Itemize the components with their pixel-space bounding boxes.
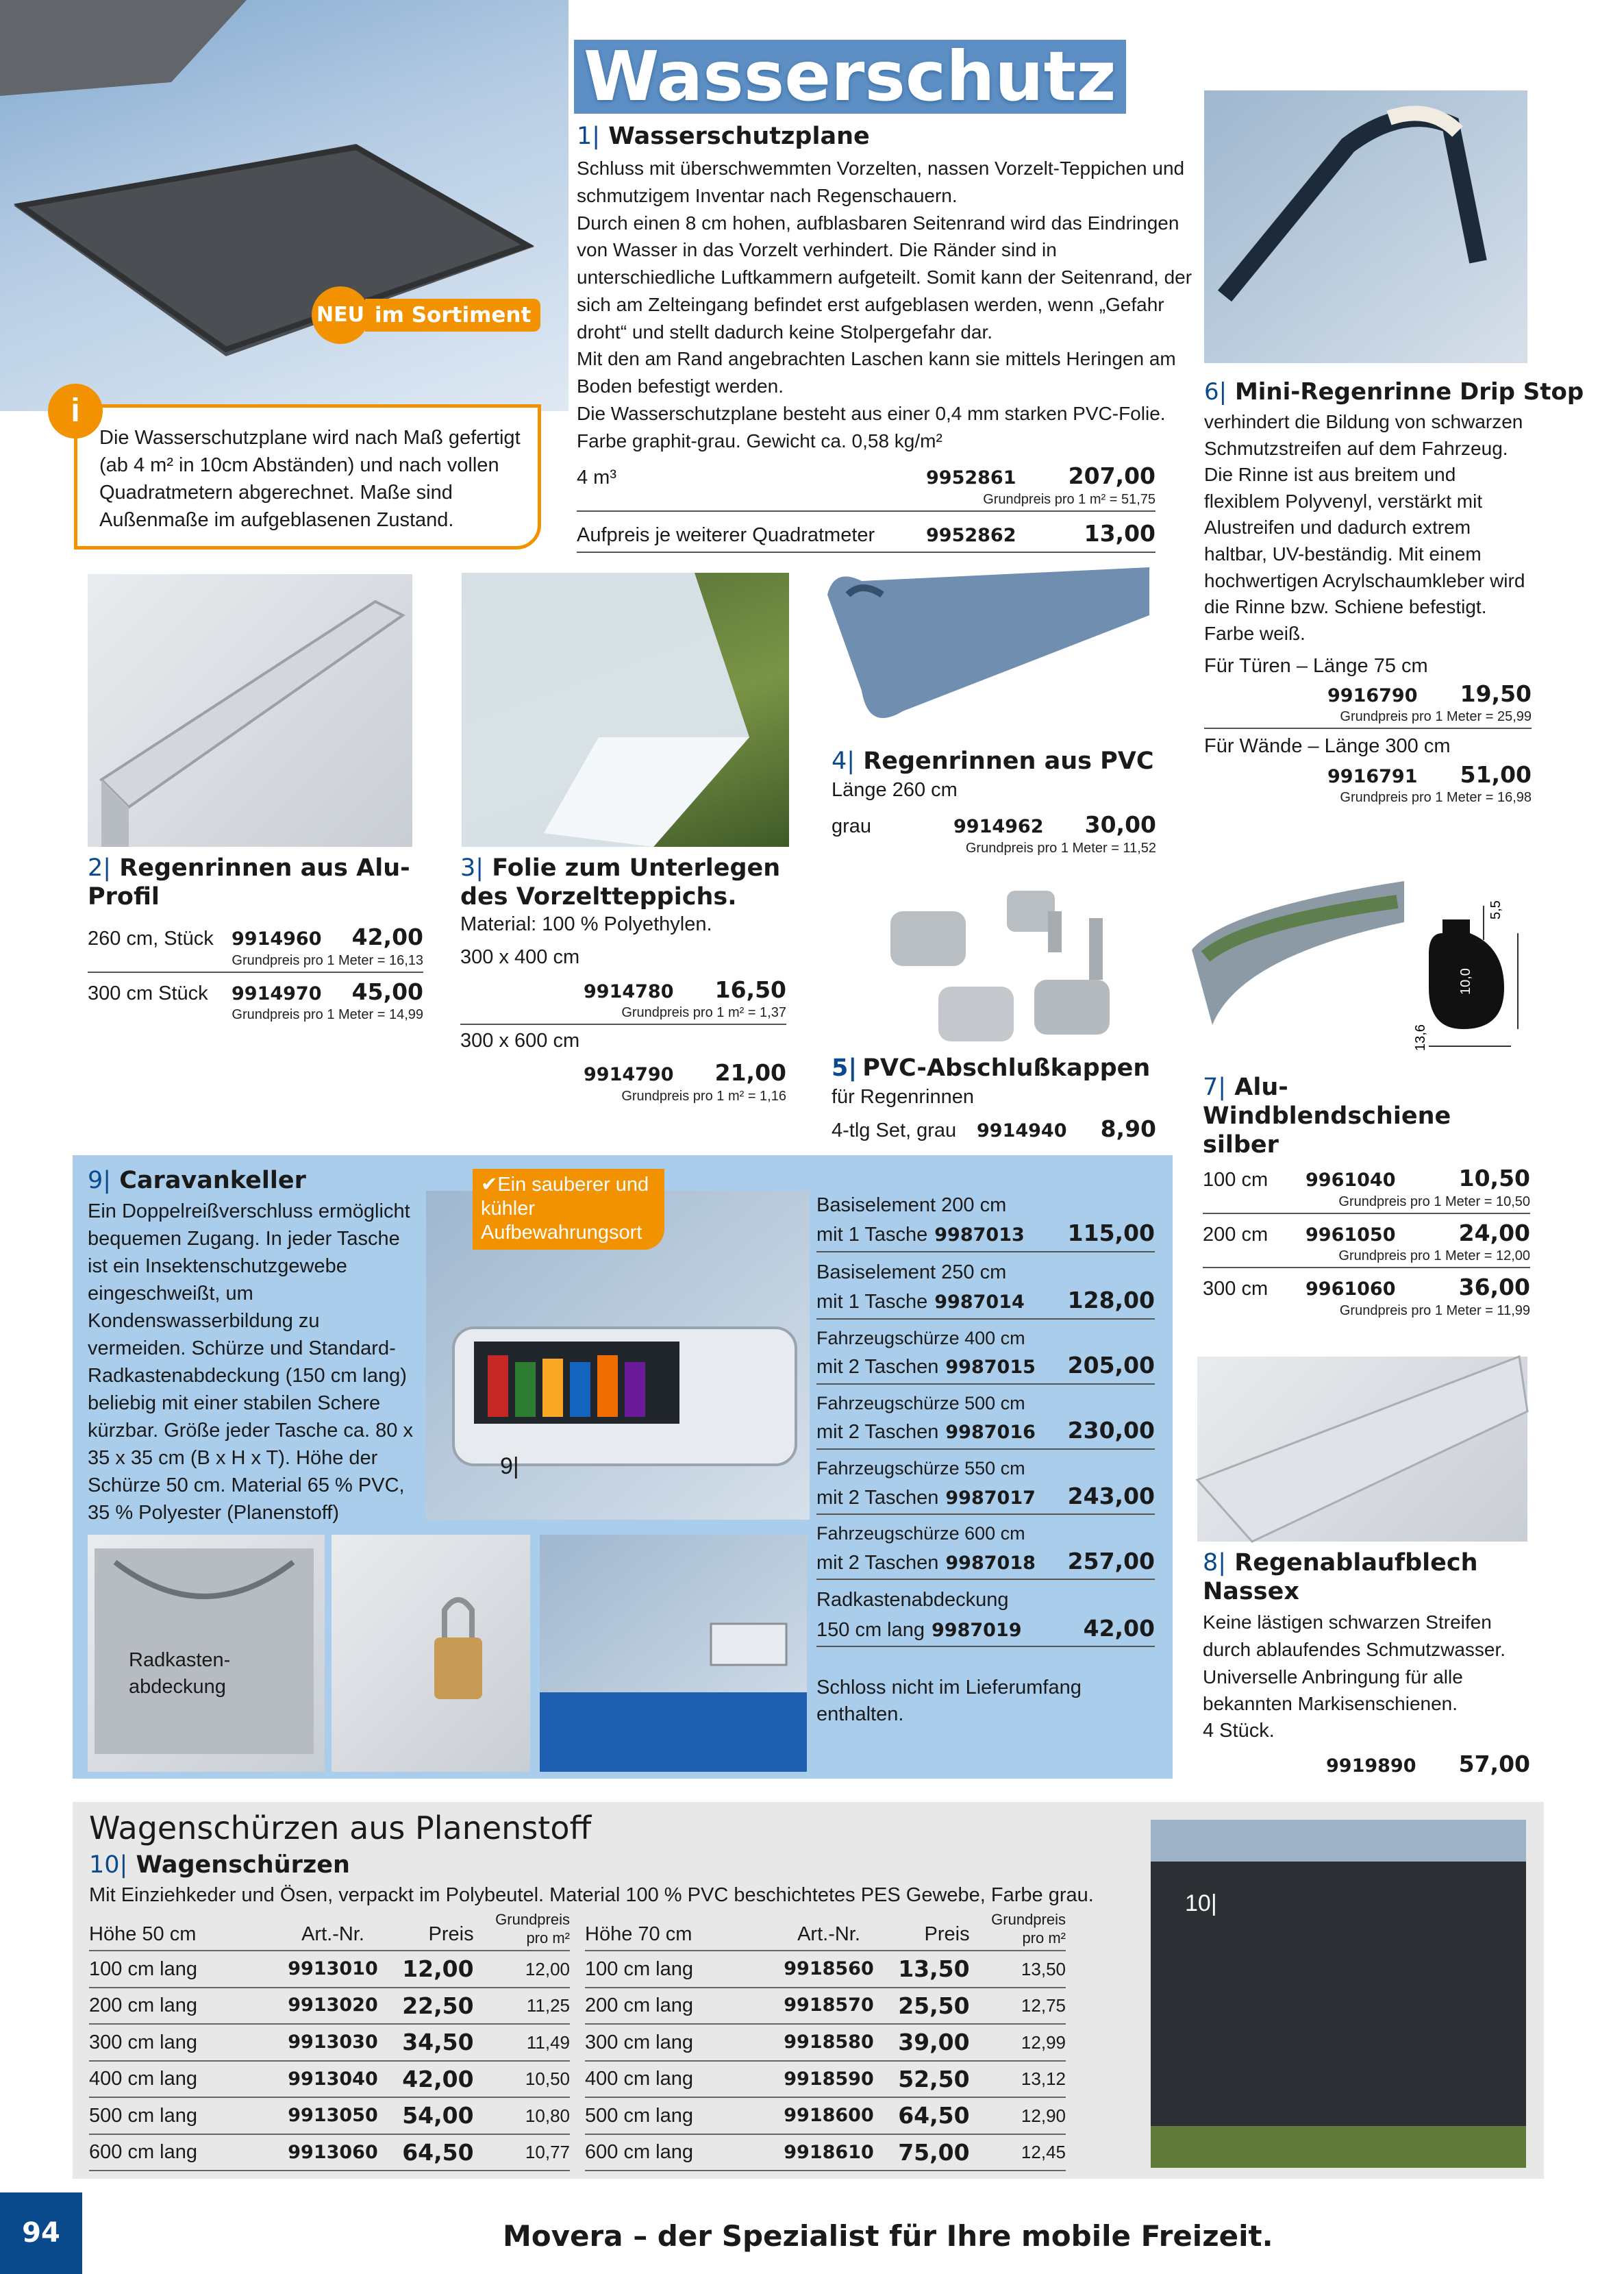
p2-row-2 [88,977,423,1007]
product-2 [88,854,423,1023]
p9-item-price: 115,00 [1067,1220,1155,1247]
p10-header-gp-b: pro m² [1022,1929,1066,1947]
p2-r1-gp: Grundpreis pro 1 Meter = 16,13 [88,952,423,973]
p9-item [816,1454,1155,1515]
p10-cell-gp: 11,49 [474,2024,570,2061]
p10-cell-art: 9913010 [275,1951,391,1988]
p10-cell-price: 42,00 [391,2061,473,2098]
p1-r1-art: 9952861 [926,467,1016,489]
p9-item-line1: Fahrzeugschürze 600 cm [816,1523,1025,1544]
p1-desc-4: Die Wasserschutzplane besteht aus einer 0,4 mm starken PVC-Folie. Farbe graphit-grau. Gewicht ca. 0,58 kg/m² [577,402,1166,452]
p9-item-art: 9987013 [934,1224,1025,1246]
page-number: 94 [0,2192,82,2274]
p10-cell-gp: 12,99 [970,2024,1066,2061]
p6-a2: 9916791 [1327,765,1418,787]
p2-r1-label: 260 cm, Stück [88,928,214,950]
p3-num: 3| [460,854,484,882]
product-10 [89,1807,1130,2171]
p7-photo [1185,867,1411,1046]
p10-cell-art: 9913020 [275,1988,391,2025]
p3-material: Material: 100 % Polyethylen. [460,913,712,935]
p10-cell-gp: 11,25 [474,1988,570,2025]
p5-caps-illustration [884,884,1130,1055]
p1-num: 1| [577,123,601,150]
p10-desc: Mit Einziehkeder und Ösen, verpackt im Polybeutel. Material 100 % PVC beschichtetes PES Gewebe, Farbe grau. [89,1883,1094,1906]
p1-row-1 [577,461,1155,491]
p7-num: 7| [1203,1074,1227,1101]
p8-sheet-illustration [1197,1357,1527,1542]
p6-row-2 [1204,760,1532,790]
p10-cell-length: 200 cm lang [585,1988,771,2025]
p9-note: Schloss nicht im Lieferumfang enthalten. [816,1677,1082,1726]
p7-row-price: 24,00 [1458,1219,1530,1246]
p10-cell-gp: 13,12 [970,2061,1066,2098]
p10-col-header: Höhe 70 cm [585,1911,771,1951]
p10-cell-gp: 10,80 [474,2097,570,2134]
p6-row-1 [1204,679,1532,709]
p10-col-header [970,1911,1066,1951]
p9-item [816,1519,1155,1580]
p3-name: Folie zum Unterlegen des Vorzeltteppichs. [460,854,781,911]
p7-profile-diagram [1415,892,1533,1056]
p2-r1-price: 42,00 [351,924,423,950]
p9-item-line2: mit 2 Taschen [816,1551,939,1574]
p6-desc: verhindert die Bildung von schwarzen Schmutzstreifen auf dem Fahrzeug. Die Rinne ist aus breitem und flexiblem Polyvenyl, verstärkt mit Alustreifen und dadurch extrem haltbar, UV-beständig. Mit einem hochwertigen Acrylschaumkleber wird die Rinne bzw. Schiene befestigt. Farbe weiß. [1204,410,1525,644]
p10-name: Wagenschürzen [136,1851,350,1879]
p7-row-price: 10,50 [1458,1165,1530,1191]
p10-cell-length: 100 cm lang [89,1951,275,1988]
p10-cell-art: 9918610 [771,2134,887,2171]
p10-cell-price: 75,00 [887,2134,969,2171]
p10-cell-price: 25,50 [887,1988,969,2025]
p10-cell-length: 100 cm lang [585,1951,771,1988]
p9-item-art: 9987018 [945,1552,1036,1574]
p10-cell-price: 39,00 [887,2024,969,2061]
p5-suffix: für Regenrinnen [832,1086,974,1109]
p10-photo [1151,1820,1526,2168]
p9-item [816,1257,1155,1320]
p1-r1-price: 207,00 [1068,462,1155,490]
p4-price: 30,00 [1084,811,1156,839]
p10-cell-gp: 10,77 [474,2134,570,2171]
p6-l1: Für Türen – Länge 75 cm [1204,654,1428,677]
p10-cell-price: 54,00 [391,2097,473,2134]
p8-desc: Keine lästigen schwarzen Streifen durch ablaufendes Schmutzwasser. Universelle Anbringung für alle bekannten Markisenschienen. [1203,1611,1506,1715]
p2-r2-label: 300 cm Stück [88,982,208,1004]
p10-header-gp-a: Grundpreis [495,1911,570,1929]
p10-cell-price: 52,50 [887,2061,969,2098]
p9-item-art: 9987017 [945,1487,1036,1509]
p10-table-row [585,2024,1066,2061]
p10-cell-price: 34,50 [391,2024,473,2061]
p10-table-row [585,1951,1066,1988]
p2-num: 2| [88,854,112,882]
p2-row-1 [88,922,423,952]
p7-row-label: 200 cm [1203,1223,1269,1246]
p4-pvc-illustration [821,554,1163,745]
p9-desc: Ein Doppelreißverschluss ermöglicht bequemen Zugang. In jeder Tasche ist ein Insektenschutzgewebe eingeschweißt, um Kondenswasserbildung zu vermeiden. Schürze und Standard-Radkastenabdeckung (150 cm lang) beliebig mit einer stabilen Schere kürzbar. Größe jeder Tasche ca. 80 x 35 x 35 cm (B x H x T). Höhe der Schürze 50 cm. Material 65 % PVC, 35 % Polyester (Planenstoff) [88,1200,413,1524]
p3-gp2: Grundpreis pro 1 m² = 1,16 [621,1088,786,1104]
p7-dim-1: 5,5 [1488,900,1503,919]
p5-price: 8,90 [1100,1115,1156,1143]
p10-col-header: Höhe 50 cm [89,1911,275,1951]
info-box [74,404,541,549]
p10-cell-gp: 12,45 [970,2134,1066,2171]
p10-cell-art: 9918570 [771,1988,887,2025]
p9-item-line1: Fahrzeugschürze 400 cm [816,1327,1025,1348]
p9-item-row [816,1614,1155,1644]
new-badge [312,286,540,344]
p9-item-line1: Basiselement 250 cm [816,1261,1007,1283]
p9-item-art: 9987019 [932,1619,1022,1641]
p10-cell-art: 9913030 [275,2024,391,2061]
p10-cell-art: 9918590 [771,2061,887,2098]
p10-table-row [89,1951,570,1988]
p10-col-header: Art.-Nr. [771,1911,887,1951]
p8-row [1203,1749,1530,1779]
p9-item-price: 257,00 [1067,1547,1155,1574]
p3-pr2: 21,00 [714,1059,786,1087]
p10-cell-length: 400 cm lang [585,2061,771,2098]
p3-pr1: 16,50 [714,976,786,1003]
p2-r2-gp: Grundpreis pro 1 Meter = 14,99 [232,1007,423,1023]
p10-table-row [585,2134,1066,2171]
p2-r1-art: 9914960 [232,928,322,950]
p10-cell-gp: 12,90 [970,2097,1066,2134]
p2-alu-illustration [88,574,412,847]
p7-dim-2: 10,0 [1458,968,1473,995]
product-4 [832,745,1156,856]
p3-s1: 300 x 400 cm [460,946,580,969]
p3-row-2 [460,1058,786,1088]
new-badge-label: im Sortiment [365,299,540,332]
p7-row-label: 300 cm [1203,1278,1269,1300]
p9-callout-text: Ein sauberer und kühler Aufbewahrungsort [481,1174,649,1244]
p1-desc-1: Schluss mit überschwemmten Vorzelten, nassen Vorzelt-Teppichen und schmutzigem Inventar nach Regenschauern. [577,158,1185,206]
p10-cell-length: 400 cm lang [89,2061,275,2098]
p10-header-gp-a: Grundpreis [991,1911,1066,1929]
p10-cell-price: 64,50 [391,2134,473,2171]
p5-num: 5| [832,1054,858,1082]
p10-cell-gp: 10,50 [474,2061,570,2098]
p9-item [816,1389,1155,1450]
p4-name: Regenrinnen aus PVC [863,747,1154,775]
p10-cell-length: 500 cm lang [89,2097,275,2134]
p3-gp1: Grundpreis pro 1 m² = 1,37 [460,1004,786,1025]
p3-a1: 9914780 [584,980,674,1002]
p3-row-1 [460,975,786,1005]
p10-table-row [585,2097,1066,2134]
p10-cell-price: 64,50 [887,2097,969,2134]
p4-art: 9914962 [953,816,1044,838]
p8-art: 9919890 [1326,1755,1416,1777]
p10-table-row [585,1988,1066,2025]
p1-name: Wasserschutzplane [608,123,870,150]
p7-row [1203,1163,1530,1194]
p10-table-row [89,2134,570,2171]
p7-row-gp: Grundpreis pro 1 Meter = 10,50 [1203,1194,1530,1214]
p3-s2: 300 x 600 cm [460,1030,580,1052]
p6-photo [1204,90,1527,363]
p9-photo-door [540,1535,807,1772]
p8-name: Regenablaufblech Nassex [1203,1549,1478,1605]
p5-photo [884,884,1130,1055]
p8-qty: 4 Stück. [1203,1720,1275,1742]
p8-photo [1197,1357,1527,1542]
p9-item-row [816,1416,1155,1446]
p7-row-label: 100 cm [1203,1169,1269,1191]
p9-name: Caravankeller [119,1167,306,1194]
p10-table-left [89,1911,570,2171]
p2-r2-art: 9914970 [232,982,322,1004]
p6-l2: Für Wände – Länge 300 cm [1204,735,1451,758]
p9-door-illustration [540,1535,807,1772]
p10-col-header: Art.-Nr. [275,1911,391,1951]
p10-table-row [89,2024,570,2061]
p4-len: Länge 260 cm [832,779,958,802]
p4-color: grau [832,815,872,838]
p9-item-row [816,1350,1155,1381]
p7-row [1203,1218,1530,1248]
p9-item-row [816,1285,1155,1315]
p9-item-line2: mit 2 Taschen [816,1421,939,1444]
p10-header-gp-b: pro m² [526,1929,570,1947]
hero-photo [0,0,569,411]
p7-row-art: 9961040 [1306,1170,1396,1191]
p9-item [816,1324,1155,1385]
p9-item-line1: Radkastenabdeckung [816,1589,1009,1611]
p6-num: 6| [1204,378,1227,406]
p9-item-line2: mit 1 Tasche [816,1291,928,1313]
p7-row-gp: Grundpreis pro 1 Meter = 12,00 [1203,1248,1530,1268]
p6-gp2: Grundpreis pro 1 Meter = 16,98 [1340,790,1532,806]
p7-row-art: 9961050 [1306,1224,1396,1246]
p9-item-price: 230,00 [1067,1417,1155,1444]
p10-table-row [585,2061,1066,2098]
p10-cell-art: 9913050 [275,2097,391,2134]
p1-r2-art: 9952862 [926,524,1016,546]
footer-slogan: Movera – der Spezialist für Ihre mobile Freizeit. [503,2219,1273,2253]
p8-price: 57,00 [1458,1751,1530,1778]
p7-row-art: 9961060 [1306,1278,1396,1300]
p10-cell-gp: 12,00 [474,1951,570,1988]
p9-callout-check: ✔ [481,1174,498,1196]
p10-table-row [89,2097,570,2134]
info-icon: i [48,384,103,438]
p10-cell-length: 300 cm lang [585,2024,771,2061]
p10-cell-length: 500 cm lang [585,2097,771,2134]
p9-item-price: 42,00 [1083,1614,1155,1642]
p9-item-line2: 150 cm lang [816,1618,925,1641]
p5-row [832,1114,1156,1144]
p10-cell-price: 22,50 [391,1988,473,2025]
p7-rows [1203,1163,1530,1322]
p6-rail-illustration [1204,90,1527,363]
p7-profile-svg [1415,892,1533,1056]
p9-photo-radkasten [88,1535,325,1772]
p4-row [832,810,1156,840]
p10-cell-length: 600 cm lang [89,2134,275,2171]
product-1 [577,121,1193,553]
p1-r1-label: 4 m³ [577,467,616,489]
p9-item-row [816,1218,1155,1248]
new-badge-circle: NEU [312,286,369,344]
p9-item-row [816,1481,1155,1511]
p9-item-art: 9987015 [945,1357,1036,1379]
p3-foil-illustration [462,573,789,847]
p9-item-line2: mit 2 Taschen [816,1356,939,1379]
p6-a1: 9916790 [1327,684,1418,706]
p3-a2: 9914790 [584,1064,674,1086]
p7-dim-3: 13,6 [1413,1024,1428,1051]
p6-gp1: Grundpreis pro 1 Meter = 25,99 [1204,708,1532,729]
p10-section-title: Wagenschürzen aus Planenstoff [89,1809,592,1846]
p1-r1-gp: Grundpreis pro 1 m² = 51,75 [577,491,1155,512]
info-text: Die Wasserschutzplane wird nach Maß gefertigt (ab 4 m² in 10cm Abständen) und nach vollen Quadratmetern abgerechnet. Maße sind Außenmaße im aufgeblasenen Zustand. [99,427,521,532]
p2-r2-price: 45,00 [351,978,423,1005]
p9-price-list [816,1189,1155,1728]
product-9 [88,1165,423,1527]
p9-photo-label: 9| [500,1453,519,1479]
p10-cell-art: 9918600 [771,2097,887,2134]
p9-item-line1: Basiselement 200 cm [816,1194,1007,1216]
p10-col-header: Preis [391,1911,473,1951]
p6-name: Mini-Regenrinne Drip Stop [1234,378,1584,406]
p9-rows [816,1189,1155,1647]
p10-cell-art: 9913040 [275,2061,391,2098]
p3-photo [462,573,789,847]
p7-name: Alu-Windblendschiene silber [1203,1074,1451,1159]
p10-table-row [89,2061,570,2098]
p9-num: 9| [88,1167,112,1194]
p9-item-line2: mit 2 Taschen [816,1486,939,1509]
p7-row-gp: Grundpreis pro 1 Meter = 11,99 [1339,1302,1530,1318]
p10-cell-gp: 12,75 [970,1988,1066,2025]
p10-cell-length: 600 cm lang [585,2134,771,2171]
p8-num: 8| [1203,1549,1227,1577]
p9-item [816,1584,1155,1647]
p9-item-price: 243,00 [1067,1482,1155,1509]
p4-photo [821,554,1163,745]
p9-item-line2: mit 1 Tasche [816,1224,928,1246]
product-3 [460,854,786,1104]
p1-r2-label: Aufpreis je weiterer Quadratmeter [577,523,875,546]
p10-cell-gp: 13,50 [970,1951,1066,1988]
p10-cell-art: 9918560 [771,1951,887,1988]
p10-cell-price: 13,50 [887,1951,969,1988]
product-5 [832,1052,1156,1144]
p9-item-row [816,1546,1155,1577]
p10-cell-art: 9913060 [275,2134,391,2171]
p5-name: PVC-Abschlußkappen [862,1054,1151,1082]
groundsheet-illustration [0,0,569,411]
p7-row-price: 36,00 [1458,1274,1530,1301]
p7-row [1203,1272,1530,1302]
p1-desc-2: Durch einen 8 cm hohen, aufblasbaren Seitenrand wird das Eindringen von Wasser in das Vorzelt verhindert. Die Ränder sind in unterschiedliche Luftkammern aufgeteilt. Somit kann der Seitenrand, der sich am Zelteingang befindet erst aufgeblasen werden, wenn „Gefahr droht“ und stellt dadurch keine Stolpergefahr dar. [577,212,1192,343]
p9-item-art: 9987016 [945,1422,1036,1444]
p2-name: Regenrinnen aus Alu-Profil [88,854,410,911]
p10-num: 10| [89,1851,128,1879]
p10-col-header: Preis [887,1911,969,1951]
product-7 [1203,1073,1530,1322]
product-8 [1203,1548,1530,1779]
p10-table-row [89,1988,570,2025]
p2-photo [88,574,412,847]
p9-item-price: 128,00 [1067,1287,1155,1314]
page-title: Wasserschutz [574,40,1126,114]
p10-cell-art: 9918580 [771,2024,887,2061]
p10-col-header [474,1911,570,1951]
p10-photo-label: 10| [1185,1890,1217,1916]
p1-desc-3: Mit den am Rand angebrachten Laschen kann sie mittels Heringen am Boden befestigt werden. [577,348,1176,397]
p10-table-right [585,1911,1066,2171]
p9-item-art: 9987014 [934,1292,1025,1313]
p10-cell-length: 200 cm lang [89,1988,275,2025]
p1-r2-price: 13,00 [1084,519,1155,547]
p4-gp: Grundpreis pro 1 Meter = 11,52 [965,841,1156,856]
p9-photo-lock [332,1535,530,1772]
p9-item [816,1189,1155,1252]
p10-cell-length: 300 cm lang [89,2024,275,2061]
p9-callout [473,1169,664,1250]
p5-art: 9914940 [977,1120,1067,1142]
p6-pr1: 19,50 [1460,680,1532,707]
p1-row-2 [577,519,1155,553]
p10-cell-price: 12,00 [391,1951,473,1988]
p6-pr2: 51,00 [1460,761,1532,788]
p9-item-line1: Fahrzeugschürze 550 cm [816,1457,1025,1479]
p5-label: 4-tlg Set, grau [832,1120,957,1142]
p9-item-line1: Fahrzeugschürze 500 cm [816,1392,1025,1413]
p7-rail-illustration [1185,867,1411,1046]
p4-num: 4| [832,747,855,775]
p9-lock-illustration [332,1535,530,1772]
p9-item-price: 205,00 [1067,1352,1155,1379]
p9-radkasten-label: Radkasten-abdeckung [129,1649,231,1698]
product-6 [1204,377,1584,806]
